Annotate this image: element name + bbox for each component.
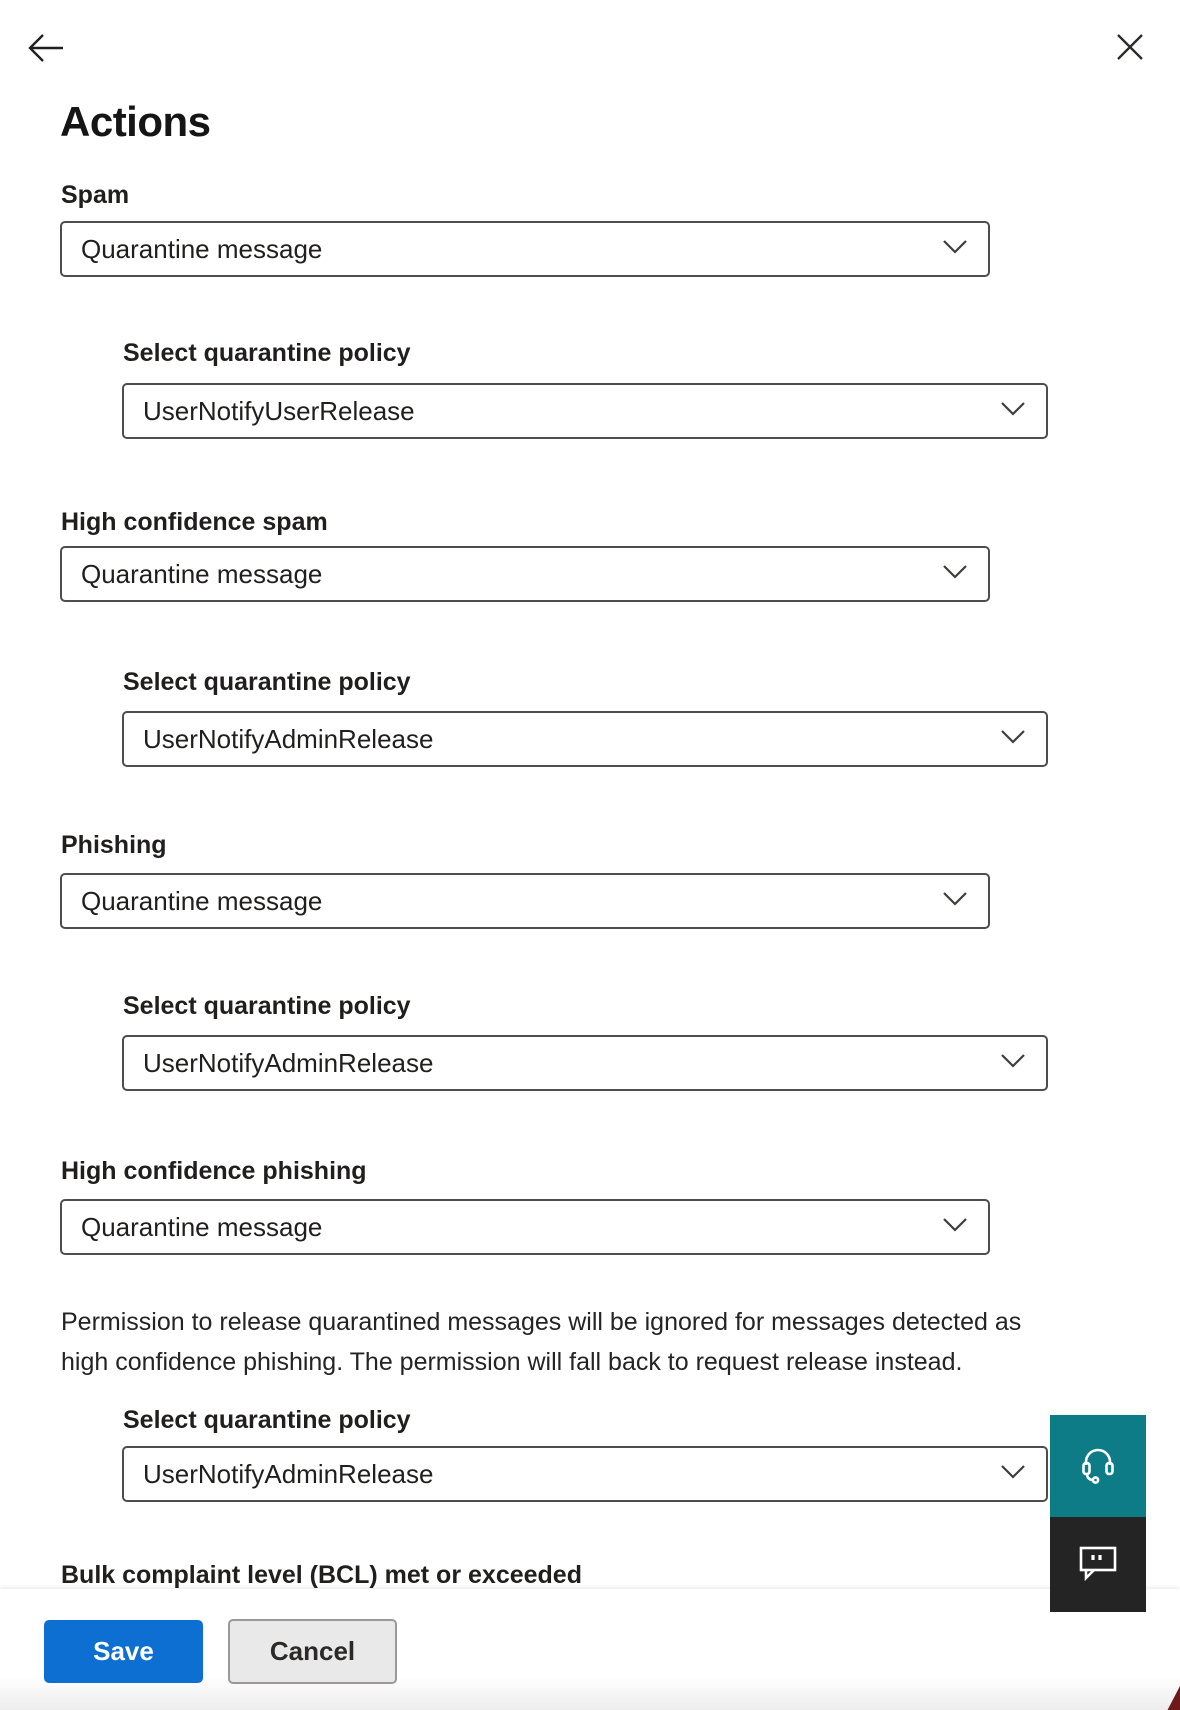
headset-icon (1079, 1445, 1117, 1488)
selected-value: UserNotifyUserRelease (143, 395, 415, 426)
chevron-down-icon (1000, 401, 1026, 421)
feedback-button[interactable] (1050, 1517, 1146, 1612)
spam-label: Spam (61, 181, 130, 209)
help-button[interactable] (1050, 1415, 1146, 1517)
bulk-complaint-level-label: Bulk complaint level (BCL) met or exceeded (61, 1561, 582, 1589)
chevron-down-icon (942, 239, 968, 259)
selected-value: Quarantine message (81, 558, 323, 589)
cancel-button[interactable]: Cancel (228, 1619, 397, 1684)
chat-icon (1078, 1545, 1118, 1584)
footer-bar (0, 1589, 1180, 1710)
chevron-down-icon (1000, 1053, 1026, 1073)
phishing-label: Phishing (61, 831, 167, 859)
selected-value: Quarantine message (81, 233, 323, 264)
high-confidence-spam-label: High confidence spam (61, 508, 328, 536)
selected-value: Quarantine message (81, 1211, 323, 1242)
close-button[interactable] (1112, 30, 1148, 64)
quarantine-policy-label: Select quarantine policy (123, 1406, 411, 1434)
chevron-down-icon (942, 1217, 968, 1237)
high-confidence-phishing-action-select[interactable] (60, 1199, 990, 1255)
high-confidence-phishing-policy-select[interactable] (122, 1446, 1048, 1502)
quarantine-policy-label: Select quarantine policy (123, 339, 411, 367)
selected-value: UserNotifyAdminRelease (143, 1047, 434, 1078)
phishing-policy-select[interactable] (122, 1035, 1048, 1091)
phishing-action-select[interactable] (60, 873, 990, 929)
high-confidence-spam-policy-select[interactable] (122, 711, 1048, 767)
save-button[interactable]: Save (44, 1620, 203, 1683)
high-confidence-phishing-label: High confidence phishing (61, 1157, 367, 1185)
chevron-down-icon (942, 564, 968, 584)
quarantine-policy-label: Select quarantine policy (123, 668, 411, 696)
close-icon (1116, 49, 1144, 64)
spam-action-select[interactable] (60, 221, 990, 277)
chevron-down-icon (1000, 1464, 1026, 1484)
selected-value: UserNotifyAdminRelease (143, 1458, 434, 1489)
high-confidence-phishing-note: Permission to release quarantined messages will be ignored for messages detected as high confidence phishing. The permission will fall back to request release instead. (61, 1308, 1022, 1376)
back-button[interactable] (24, 28, 68, 68)
selected-value: UserNotifyAdminRelease (143, 723, 434, 754)
quarantine-policy-label: Select quarantine policy (123, 992, 411, 1020)
spam-policy-select[interactable] (122, 383, 1048, 439)
arrow-left-icon (27, 52, 65, 67)
selected-value: Quarantine message (81, 885, 323, 916)
page-title: Actions (60, 98, 211, 145)
high-confidence-spam-action-select[interactable] (60, 546, 990, 602)
chevron-down-icon (1000, 729, 1026, 749)
chevron-down-icon (942, 891, 968, 911)
